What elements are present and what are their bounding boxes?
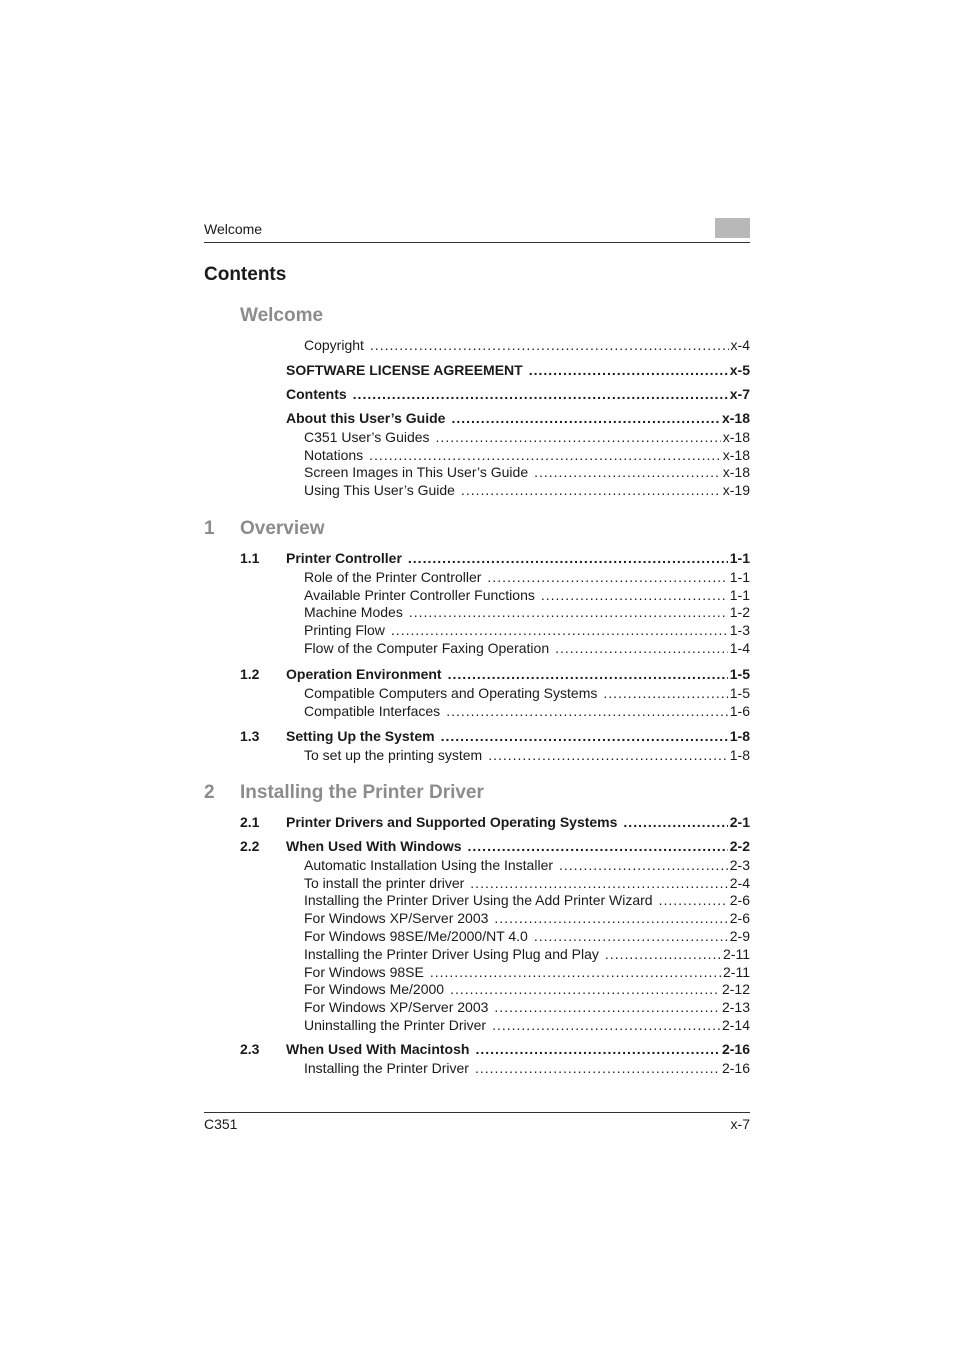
toc-entry-label: Printing Flow bbox=[304, 622, 385, 639]
dot-leader bbox=[441, 728, 728, 746]
section-heading bbox=[204, 518, 750, 542]
toc-group bbox=[204, 362, 750, 381]
toc-entry-page: 1-8 bbox=[729, 746, 750, 763]
toc-entry-topic[interactable] bbox=[204, 1060, 750, 1078]
toc-entry-page: x-18 bbox=[722, 428, 750, 445]
toc-entry-label: Setting Up the System bbox=[286, 728, 435, 744]
toc-entry-page: 1-5 bbox=[729, 684, 750, 701]
toc-entry-label: For Windows XP/Server 2003 bbox=[304, 999, 489, 1016]
toc-entry-label: Operation Environment bbox=[286, 666, 442, 682]
toc-leader-line bbox=[304, 622, 750, 640]
section-number: 1 bbox=[204, 518, 215, 539]
toc-entry-label: Flow of the Computer Faxing Operation bbox=[304, 639, 550, 656]
toc-entry-label: Available Printer Controller Functions bbox=[304, 586, 535, 603]
toc-entry-number: 2.2 bbox=[240, 838, 260, 854]
toc-leader-line bbox=[304, 999, 750, 1017]
dot-leader bbox=[370, 337, 729, 355]
toc-entry-label: About this User’s Guide bbox=[286, 410, 446, 426]
toc-leader-line bbox=[304, 587, 750, 605]
toc-entry-page: x-7 bbox=[729, 386, 750, 402]
toc-entry-page: x-18 bbox=[722, 464, 750, 481]
toc-entry-topic[interactable] bbox=[204, 685, 750, 703]
toc-entry-label: Notations bbox=[304, 446, 364, 463]
toc-entry-label: Printer Drivers and Supported Operating Systems bbox=[286, 814, 618, 830]
dot-leader bbox=[494, 999, 720, 1017]
dot-leader bbox=[494, 910, 727, 928]
dot-leader bbox=[391, 622, 728, 640]
toc-group bbox=[204, 550, 750, 658]
toc-entry-number: 1.1 bbox=[240, 550, 260, 566]
toc-leader-line bbox=[304, 964, 750, 982]
toc-leader-line bbox=[286, 728, 750, 746]
toc-leader-line bbox=[304, 981, 750, 999]
toc-entry-label: Installing the Printer Driver bbox=[304, 1059, 469, 1076]
toc-entry-chapter[interactable] bbox=[204, 1041, 750, 1059]
toc-entry-topic[interactable] bbox=[204, 640, 750, 658]
toc-leader-line bbox=[304, 928, 750, 946]
toc-entry-chapter[interactable] bbox=[204, 386, 750, 404]
dot-leader bbox=[446, 703, 728, 721]
toc-entry-label: Installing the Printer Driver Using Plug and Play bbox=[304, 945, 599, 962]
toc-entry-number: 2.3 bbox=[240, 1041, 260, 1057]
toc-entry-page: x-18 bbox=[722, 446, 750, 463]
toc-leader-line bbox=[304, 703, 750, 721]
dot-leader bbox=[605, 946, 721, 964]
dot-leader bbox=[488, 747, 728, 765]
toc-entry-topic[interactable] bbox=[204, 703, 750, 721]
toc-leader-line bbox=[304, 640, 750, 658]
toc-entry-chapter[interactable] bbox=[204, 362, 750, 380]
toc-entry-label: SOFTWARE LICENSE AGREEMENT bbox=[286, 362, 523, 378]
toc-group bbox=[204, 1041, 750, 1078]
dot-leader bbox=[461, 482, 721, 500]
toc-entry-page: 2-4 bbox=[729, 874, 750, 891]
toc-leader-line bbox=[304, 604, 750, 622]
toc-entry-chapter[interactable] bbox=[204, 728, 750, 746]
dot-leader bbox=[559, 857, 728, 875]
dot-leader bbox=[541, 587, 728, 605]
section-number: 2 bbox=[204, 782, 215, 803]
toc-entry-page: x-18 bbox=[721, 410, 750, 426]
dot-leader bbox=[369, 447, 721, 465]
toc-leader-line bbox=[286, 1041, 750, 1059]
toc-entry-page: 2-11 bbox=[723, 945, 750, 962]
section-title: Overview bbox=[240, 518, 325, 539]
toc-leader-line bbox=[304, 1017, 750, 1035]
toc-leader-line bbox=[304, 429, 750, 447]
running-header bbox=[204, 216, 750, 243]
toc-entry-label: For Windows XP/Server 2003 bbox=[304, 910, 489, 927]
toc-entry-label: Copyright bbox=[304, 337, 364, 353]
dot-leader bbox=[451, 410, 720, 428]
toc-entry-number: 1.3 bbox=[240, 728, 260, 744]
toc-entry-topic[interactable] bbox=[204, 482, 750, 500]
toc-group bbox=[204, 838, 750, 1035]
toc-leader-line bbox=[304, 569, 750, 587]
toc-entry-topic[interactable] bbox=[204, 1017, 750, 1035]
toc-entry-label: Automatic Installation Using the Installer bbox=[304, 856, 554, 873]
dot-leader bbox=[659, 892, 728, 910]
toc-entry-topic[interactable] bbox=[204, 964, 750, 982]
toc-leader-line bbox=[304, 946, 750, 964]
toc-section bbox=[204, 782, 750, 1076]
toc-entry-label: Role of the Printer Controller bbox=[304, 568, 482, 585]
footer-model: C351 bbox=[204, 1116, 238, 1132]
toc-entry-page: 2-16 bbox=[721, 1041, 750, 1057]
section-heading bbox=[204, 305, 750, 329]
toc-entry-topic[interactable] bbox=[204, 857, 750, 875]
dot-leader bbox=[534, 928, 728, 946]
toc-leader-line bbox=[304, 447, 750, 465]
toc-group bbox=[204, 814, 750, 833]
dot-leader bbox=[408, 550, 728, 568]
toc-entry-label: Printer Controller bbox=[286, 550, 402, 566]
toc-entry-page: 2-13 bbox=[721, 999, 750, 1016]
toc-entry-label: Compatible Interfaces bbox=[304, 702, 441, 719]
toc-entry-page: 1-2 bbox=[729, 604, 750, 621]
dot-leader bbox=[436, 429, 721, 447]
toc-entry-chapter[interactable] bbox=[204, 410, 750, 428]
toc-entry-label: To install the printer driver bbox=[304, 874, 465, 891]
toc-leader-line bbox=[304, 1060, 750, 1078]
toc-entry-label: Uninstalling the Printer Driver bbox=[304, 1016, 487, 1033]
toc-leader-line bbox=[304, 857, 750, 875]
toc-entry-chapter[interactable] bbox=[204, 814, 750, 832]
toc-leader-line bbox=[286, 838, 750, 856]
toc-entry-label: When Used With Macintosh bbox=[286, 1041, 470, 1057]
toc-leader-line bbox=[286, 666, 750, 684]
toc-group bbox=[204, 410, 750, 500]
toc-group bbox=[204, 386, 750, 405]
toc-entry-label: For Windows Me/2000 bbox=[304, 981, 445, 998]
toc-leader-line bbox=[286, 362, 750, 380]
toc-entry-label: C351 User’s Guides bbox=[304, 428, 430, 445]
toc-entry-topic[interactable] bbox=[204, 569, 750, 587]
toc-leader-line bbox=[304, 875, 750, 893]
toc-entry-page: 2-6 bbox=[729, 892, 750, 909]
dot-leader bbox=[529, 362, 728, 380]
toc-entry-label: Machine Modes bbox=[304, 604, 403, 621]
toc-entry-page: 1-6 bbox=[729, 702, 750, 719]
toc-entry-page: 2-6 bbox=[729, 910, 750, 927]
toc-entry-page: 2-1 bbox=[729, 814, 750, 830]
footer-page-number: x-7 bbox=[730, 1116, 750, 1132]
page-title: Contents bbox=[204, 264, 287, 285]
page-footer bbox=[204, 1112, 750, 1132]
toc-entry-topic[interactable] bbox=[204, 981, 750, 999]
toc-entry-topic[interactable] bbox=[204, 337, 750, 355]
toc-entry-number: 2.1 bbox=[240, 814, 260, 830]
dot-leader bbox=[353, 386, 728, 404]
toc-entry-page: 1-4 bbox=[729, 639, 750, 656]
section-title: Welcome bbox=[240, 305, 324, 326]
toc-entry-label: Installing the Printer Driver Using the Add Printer Wizard bbox=[304, 892, 653, 909]
dot-leader bbox=[555, 640, 728, 658]
toc-entry-page: 2-11 bbox=[723, 963, 750, 980]
toc-entry-page: 1-8 bbox=[729, 728, 750, 744]
toc-leader-line bbox=[304, 685, 750, 703]
toc-entry-page: 2-3 bbox=[729, 856, 750, 873]
toc-entry-page: 1-5 bbox=[729, 666, 750, 682]
toc-entry-topic[interactable] bbox=[204, 946, 750, 964]
header-title: Welcome bbox=[204, 221, 263, 237]
toc-leader-line bbox=[304, 482, 750, 500]
dot-leader bbox=[603, 685, 727, 703]
toc-entry-topic[interactable] bbox=[204, 875, 750, 893]
dot-leader bbox=[534, 464, 721, 482]
dot-leader bbox=[430, 964, 721, 982]
dot-leader bbox=[623, 814, 727, 832]
toc-entry-label: When Used With Windows bbox=[286, 838, 462, 854]
toc-entry-topic[interactable] bbox=[204, 910, 750, 928]
toc-entry-label: Compatible Computers and Operating Systems bbox=[304, 684, 598, 701]
dot-leader bbox=[492, 1017, 720, 1035]
toc-entry-topic[interactable] bbox=[204, 747, 750, 765]
toc-entry-page: 1-1 bbox=[729, 586, 750, 603]
toc-entry-label: Screen Images in This User’s Guide bbox=[304, 464, 529, 481]
toc-group bbox=[204, 666, 750, 720]
toc-entry-topic[interactable] bbox=[204, 892, 750, 910]
toc-leader-line bbox=[286, 550, 750, 568]
toc-leader-line bbox=[286, 386, 750, 404]
dot-leader bbox=[450, 981, 720, 999]
toc-entry-label: For Windows 98SE/Me/2000/NT 4.0 bbox=[304, 927, 528, 944]
dot-leader bbox=[448, 666, 728, 684]
toc-entry-chapter[interactable] bbox=[204, 666, 750, 684]
toc-leader-line bbox=[286, 814, 750, 832]
toc-entry-page: 2-9 bbox=[729, 927, 750, 944]
toc-entry-topic[interactable] bbox=[204, 999, 750, 1017]
toc-entry-page: x-19 bbox=[722, 482, 750, 499]
toc-entry-topic[interactable] bbox=[204, 604, 750, 622]
toc-leader-line bbox=[304, 910, 750, 928]
toc-entry-label: Using This User’s Guide bbox=[304, 482, 455, 499]
header-thumb-tab bbox=[715, 218, 750, 238]
toc-leader-line bbox=[304, 464, 750, 482]
section-title: Installing the Printer Driver bbox=[240, 782, 484, 803]
toc-entry-chapter[interactable] bbox=[204, 550, 750, 568]
toc-entry-page: x-4 bbox=[730, 337, 750, 353]
toc-entry-chapter[interactable] bbox=[204, 838, 750, 856]
section-heading bbox=[204, 782, 750, 806]
toc-leader-line bbox=[304, 747, 750, 765]
toc-entry-number: 1.2 bbox=[240, 666, 260, 682]
toc-entry-topic[interactable] bbox=[204, 464, 750, 482]
dot-leader bbox=[475, 1060, 720, 1078]
toc-section bbox=[204, 518, 750, 763]
toc-group bbox=[204, 728, 750, 765]
toc-entry-label: For Windows 98SE bbox=[304, 963, 424, 980]
toc-entry-page: 1-1 bbox=[729, 550, 750, 566]
toc-entry-page: 1-3 bbox=[729, 622, 750, 639]
toc-leader-line bbox=[304, 892, 750, 910]
dot-leader bbox=[470, 875, 727, 893]
toc-entry-label: Contents bbox=[286, 386, 347, 402]
toc-leader-line bbox=[286, 410, 750, 428]
dot-leader bbox=[409, 604, 728, 622]
dot-leader bbox=[487, 569, 727, 587]
toc-section bbox=[204, 305, 750, 499]
toc-entry-page: 2-12 bbox=[721, 981, 750, 998]
toc-entry-page: 2-16 bbox=[721, 1059, 750, 1076]
toc-entry-topic[interactable] bbox=[204, 447, 750, 465]
toc-entry-topic[interactable] bbox=[204, 622, 750, 640]
toc-entry-page: 2-14 bbox=[721, 1016, 750, 1033]
toc-entry-topic[interactable] bbox=[204, 587, 750, 605]
dot-leader bbox=[475, 1041, 720, 1059]
toc-entry-label: To set up the printing system bbox=[304, 746, 483, 763]
dot-leader bbox=[468, 838, 728, 856]
toc-entry-page: 2-2 bbox=[729, 838, 750, 854]
toc-entry-topic[interactable] bbox=[204, 429, 750, 447]
toc-group bbox=[204, 337, 750, 355]
toc-entry-page: x-5 bbox=[729, 362, 750, 378]
toc-entry-topic[interactable] bbox=[204, 928, 750, 946]
toc-entry-page: 1-1 bbox=[729, 568, 750, 585]
toc-leader-line bbox=[304, 337, 750, 355]
